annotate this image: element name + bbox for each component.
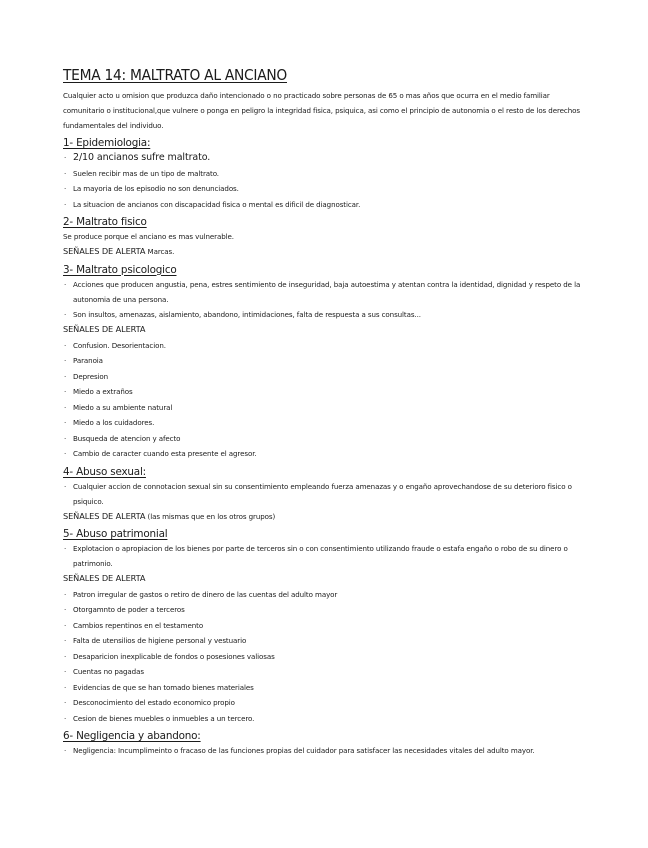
list-item: · Cualquier accion de connotacion sexual sin su consentimiento empleando fuerza amenazas y o engaño aprovechandose de su deterioro fisico o psiquico. bbox=[63, 479, 590, 509]
maltrato-fisico-text: Se produce porque el anciano es mas vulnerable. bbox=[63, 232, 234, 241]
list-item: · Desaparicion inexplicable de fondos o posesiones valiosas bbox=[63, 649, 590, 665]
alert-label-patrimonial: SEÑALES DE ALERTA bbox=[63, 573, 146, 583]
list-item: · Depresion bbox=[63, 369, 590, 385]
alert-label: SEÑALES DE ALERTA bbox=[63, 246, 146, 256]
list-item: · Cambio de caracter cuando esta presente el agresor. bbox=[63, 446, 590, 462]
list-item: · 2/10 ancianos sufre maltrato. bbox=[63, 150, 590, 166]
section-heading-negligencia: 6- Negligencia y abandono: bbox=[63, 730, 201, 742]
epidemiologia-list bbox=[63, 150, 590, 212]
list-item: · Evidencias de que se han tomado bienes materiales bbox=[63, 680, 590, 696]
alert-line-fisico bbox=[63, 244, 590, 260]
section-heading-maltrato-psicologico: 3- Maltrato psicologico bbox=[63, 263, 177, 276]
list-item: · Busqueda de atencion y afecto bbox=[63, 431, 590, 447]
page-title: TEMA 14: MALTRATO AL ANCIANO bbox=[63, 66, 288, 84]
list-item: · Cuentas no pagadas bbox=[63, 664, 590, 680]
list-item: · Acciones que producen angustia, pena, estres sentimiento de inseguridad, baja autoestima y atentan contra la identidad, dignidad y respeto de la autonomia de una persona. bbox=[63, 277, 590, 307]
list-item: · Son insultos, amenazas, aislamiento, abandono, intimidaciones, falta de respuesta a sus consultas... bbox=[63, 307, 590, 323]
alert-list-patrimonial bbox=[63, 587, 590, 727]
section-heading-maltrato-fisico: 2- Maltrato fisico bbox=[63, 216, 147, 228]
list-item: · La mayoria de los episodio no son denunciados. bbox=[63, 181, 590, 197]
list-item: · Otorgamnto de poder a terceros bbox=[63, 602, 590, 618]
maltrato-psicologico-list bbox=[63, 277, 590, 323]
section-heading-abuso-sexual: 4- Abuso sexual: bbox=[63, 465, 146, 478]
alert-tail: Marcas. bbox=[145, 247, 175, 256]
list-item: · Cesion de bienes muebles o inmuebles a un tercero. bbox=[63, 711, 590, 727]
list-item: · Patron irregular de gastos o retiro de dinero de las cuentas del adulto mayor bbox=[63, 587, 590, 603]
alert-tail: (las mismas que en los otros grupos) bbox=[145, 511, 276, 521]
list-item: · Miedo a su ambiente natural bbox=[63, 400, 590, 416]
list-item: · Miedo a los cuidadores. bbox=[63, 415, 590, 431]
list-item: · Desconocimiento del estado economico propio bbox=[63, 695, 590, 711]
alert-list-psicologico bbox=[63, 338, 590, 462]
list-item: · Confusion. Desorientacion. bbox=[63, 338, 590, 354]
intro-paragraph: Cualquier acto u omision que produzca daño intencionado o no practicado sobre personas de 65 o mas años que ocurra en el medio familiar comunitario o institucional,que vulnere o ponga en peligro la integridad fisica, psiquica, asi como el principio de autonomia o el resto de los derechos fundamentales del individuo. bbox=[63, 91, 580, 130]
negligencia-list bbox=[63, 743, 590, 759]
list-item: · La situacion de ancianos con discapacidad fisica o mental es dificil de diagnosticar. bbox=[63, 197, 590, 213]
list-item: · Paranoia bbox=[63, 353, 590, 369]
abuso-sexual-list bbox=[63, 479, 590, 509]
section-heading-epidemiologia: 1- Epidemiologia: bbox=[63, 137, 151, 149]
section-heading-abuso-patrimonial: 5- Abuso patrimonial bbox=[63, 528, 168, 540]
list-item: · Negligencia: Incumplimeinto o fracaso de las funciones propias del cuidador para satisfacer las necesidades vitales del adulto mayor. bbox=[63, 743, 590, 759]
abuso-patrimonial-list bbox=[63, 541, 590, 571]
alert-label: SEÑALES DE ALERTA bbox=[63, 510, 146, 521]
list-item: · Miedo a extraños bbox=[63, 384, 590, 400]
alert-label-psicologico: SEÑALES DE ALERTA bbox=[63, 324, 146, 334]
list-item: · Explotacion o apropiacion de los bienes por parte de terceros sin o con consentimiento utilizando fraude o estafa engaño o robo de su dinero o patrimonio. bbox=[63, 541, 590, 571]
list-item: · Cambios repentinos en el testamento bbox=[63, 618, 590, 634]
list-item: · Falta de utensilios de higiene personal y vestuario bbox=[63, 633, 590, 649]
list-item: · Suelen recibir mas de un tipo de maltrato. bbox=[63, 166, 590, 182]
alert-line-sexual bbox=[63, 509, 590, 525]
